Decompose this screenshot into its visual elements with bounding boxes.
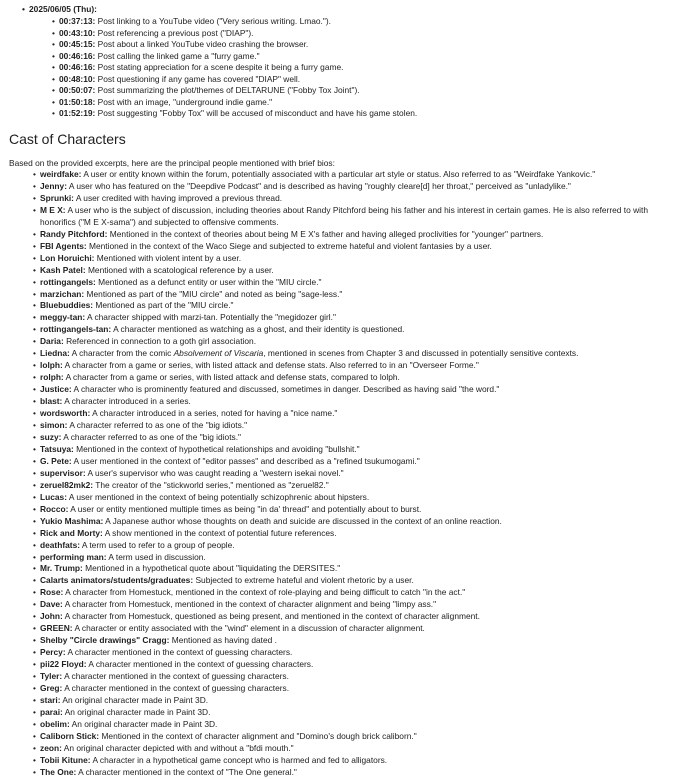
timeline-time: 01:50:18 — [59, 96, 93, 107]
cast-name: Rick and Morty: — [40, 527, 103, 538]
cast-item — [33, 552, 648, 564]
bullet-icon: • — [33, 192, 36, 203]
bullet-icon: • — [33, 372, 36, 383]
cast-item — [33, 504, 648, 516]
bullet-icon: • — [33, 240, 36, 251]
bullet-icon: • — [33, 384, 36, 395]
bullet-icon: • — [33, 718, 36, 729]
cast-item — [33, 492, 648, 504]
cast-item — [33, 707, 648, 719]
cast-item — [33, 599, 648, 611]
bullet-icon: • — [33, 467, 36, 478]
cast-desc: A term used to refer to a group of people. — [81, 539, 235, 550]
cast-desc: A character referred to as one of the "big idiots." — [69, 420, 248, 431]
timeline-entry — [52, 97, 417, 109]
cast-desc: An original character depicted with and without a "bfdi mouth." — [63, 742, 294, 753]
timeline-separator: : — [92, 16, 98, 26]
timeline-entry — [52, 39, 417, 51]
cast-name: deathfats: — [40, 539, 81, 550]
bullet-icon: • — [52, 62, 55, 73]
timeline-text: Post calling the linked game a "furry game." — [97, 50, 260, 61]
cast-item — [33, 336, 648, 348]
cast-name: Lon Horuichi: — [40, 252, 95, 263]
cast-item — [33, 384, 648, 396]
timeline-time: 01:52:19 — [59, 108, 93, 119]
cast-item — [33, 408, 648, 420]
cast-item — [33, 241, 648, 253]
cast-desc: Mentioned in the context of theories about being M E X's father and having alleged proclivities for "younger" partners. — [109, 228, 544, 239]
cast-desc: A character from a game or series, with listed attack and defense stats, compared to lolph. — [65, 372, 400, 383]
cast-name: M E X: — [40, 204, 66, 215]
cast-name: GREEN: — [40, 623, 73, 634]
cast-desc: A character mentioned in the context of "The One general." — [78, 766, 297, 777]
bullet-icon: • — [33, 671, 36, 682]
cast-desc: A character from Homestuck, mentioned in the context of character alignment and being "limpy ass." — [64, 599, 437, 610]
bullet-icon: • — [22, 4, 25, 14]
cast-name: weirdfake: — [40, 169, 82, 179]
cast-desc: Mentioned in the context of hypothetical relationships and avoiding "bullshit." — [76, 443, 360, 454]
cast-item — [33, 767, 648, 779]
cast-name: obelim: — [40, 718, 70, 729]
timeline-entry — [52, 108, 417, 120]
cast-desc: Subjected to extreme hateful and violent rhetoric by a user. — [195, 575, 414, 586]
timeline-entry — [52, 28, 417, 40]
bullet-icon: • — [33, 348, 36, 359]
cast-desc: Mentioned with a scatological reference by a user. — [87, 264, 274, 275]
cast-item — [33, 420, 648, 432]
cast-desc: Mentioned in a hypothetical quote about "liquidating the DERSITES." — [85, 563, 341, 574]
cast-desc: Mentioned as having dated . — [171, 635, 277, 646]
cast-name: Justice: — [40, 384, 72, 395]
bullet-icon: • — [33, 312, 36, 323]
cast-item — [33, 468, 648, 480]
cast-desc: Mentioned with violent intent by a user. — [96, 252, 242, 263]
cast-name: meggy-tan: — [40, 312, 86, 323]
cast-name: zeruel82mk2: — [40, 479, 94, 490]
cast-name: simon: — [40, 420, 68, 431]
section-heading: Cast of Characters — [9, 131, 126, 147]
cast-desc: A character from Homestuck, questioned as being present, and mentioned in the context of character alignment. — [64, 611, 480, 622]
cast-name: Daria: — [40, 336, 64, 347]
cast-desc: A user who has featured on the "Deepdive Podcast" and is described as having "roughly cleare[d] her throat," perceived as "unladylike." — [68, 180, 571, 191]
cast-item — [33, 587, 648, 599]
cast-desc: A character or entity associated with the "wind" element in a discussion of character alignment. — [74, 623, 425, 634]
cast-name: marzichan: — [40, 288, 85, 299]
cast-name: Calarts animators/students/graduates: — [40, 575, 194, 586]
cast-name: Liedna: — [40, 348, 70, 359]
cast-desc: A character from the comic — [71, 348, 174, 359]
cast-name: Tatsuya: — [40, 443, 74, 454]
timeline-text: Post suggesting "Fobby Tox" will be accused of misconduct and have his game stolen. — [97, 108, 418, 119]
bullet-icon: • — [33, 706, 36, 717]
cast-name: Mr. Trump: — [40, 563, 83, 574]
cast-desc: An original character made in Paint 3D. — [64, 706, 211, 717]
bullet-icon: • — [33, 491, 36, 502]
timeline-text: Post summarizing the plot/themes of DELTARUNE ("Fobby Tox Joint"). — [97, 85, 360, 96]
cast-desc: Mentioned in the context of the Waco Siege and subjected to extreme hateful and violent fantasies by a user. — [89, 240, 492, 251]
cast-name: Jenny: — [40, 180, 67, 191]
cast-name: Tyler: — [40, 671, 63, 682]
bullet-icon: • — [33, 575, 36, 586]
bullet-icon: • — [33, 420, 36, 431]
bullet-icon: • — [52, 27, 55, 38]
cast-name: Kash Patel: — [40, 264, 86, 275]
cast-desc: A character introduced in a series. — [64, 396, 191, 407]
cast-desc: A character shipped with marzi-tan. Potentially the "megidozer girl." — [87, 312, 336, 323]
cast-desc: A user mentioned in the context of being potentially schizophrenic about hipsters. — [68, 491, 370, 502]
bullet-icon: • — [33, 635, 36, 646]
bullet-icon: • — [52, 73, 55, 84]
cast-item — [33, 300, 648, 312]
bullet-icon: • — [33, 694, 36, 705]
cast-item — [33, 169, 648, 181]
timeline-time: 00:50:07 — [59, 85, 93, 96]
cast-item — [33, 659, 648, 671]
timeline-time: 00:37:13 — [59, 16, 93, 26]
bullet-icon: • — [33, 623, 36, 634]
cast-desc: A character from a game or series, with listed attack and defense stats. Also referred to in an "Overseer Forme." — [64, 360, 479, 371]
timeline-entry — [52, 74, 417, 86]
bullet-icon: • — [33, 336, 36, 347]
cast-item — [33, 456, 648, 468]
bullet-icon: • — [33, 443, 36, 454]
cast-name: Dave: — [40, 599, 63, 610]
cast-item — [33, 229, 648, 241]
timeline-text: Post referencing a previous post ("DIAP"). — [97, 27, 254, 38]
cast-name: pii22 Floyd: — [40, 659, 87, 670]
cast-desc: Mentioned as part of the "MIU circle" and noted as being "sage-less." — [86, 288, 343, 299]
bullet-icon: • — [52, 108, 55, 119]
timeline-separator: : — [92, 73, 98, 84]
timeline-separator: : — [92, 39, 98, 50]
cast-name: Percy: — [40, 647, 66, 658]
cast-item — [33, 444, 648, 456]
bullet-icon: • — [33, 647, 36, 658]
bullet-icon: • — [33, 730, 36, 741]
cast-name: wordsworth: — [40, 408, 91, 419]
bullet-icon: • — [33, 515, 36, 526]
cast-list — [33, 169, 648, 779]
bullet-icon: • — [33, 276, 36, 287]
cast-item — [33, 432, 648, 444]
timeline-text: Post with an image, "underground indie game." — [97, 96, 273, 107]
cast-name: FBI Agents: — [40, 240, 87, 251]
bullet-icon: • — [33, 180, 36, 191]
cast-desc: A user's supervisor who was caught reading a "western isekai novel." — [87, 467, 344, 478]
timeline-entry — [52, 16, 417, 28]
cast-name: G. Pete: — [40, 455, 72, 466]
cast-name: Caliborn Stick: — [40, 730, 100, 741]
cast-intro: Based on the provided excerpts, here are the principal people mentioned with brief bios: — [9, 158, 335, 168]
timeline-time: 00:46:16 — [59, 62, 93, 73]
cast-desc: A character in a hypothetical game concept who is harmed and fed to alligators. — [92, 754, 388, 765]
cast-item — [33, 516, 648, 528]
timeline-entry — [52, 85, 417, 97]
cast-desc: A user or entity known within the forum, potentially associated with a particular art style or status. Also referred to as "Weirdfake Yankovic." — [83, 169, 596, 179]
bullet-icon: • — [33, 455, 36, 466]
bullet-icon: • — [33, 539, 36, 550]
bullet-icon: • — [33, 682, 36, 693]
cast-name: rottingangels-tan: — [40, 324, 112, 335]
cast-name: Shelby "Circle drawings" Cragg: — [40, 635, 170, 646]
bullet-icon: • — [33, 479, 36, 490]
bullet-icon: • — [33, 766, 36, 777]
bullet-icon: • — [33, 360, 36, 371]
cast-item — [33, 360, 648, 372]
cast-name: supervisor: — [40, 467, 86, 478]
cast-desc: A character mentioned in the context of guessing characters. — [67, 647, 293, 658]
cast-item — [33, 563, 648, 575]
timeline-separator: : — [92, 85, 98, 96]
cast-item — [33, 253, 648, 265]
bullet-icon: • — [33, 324, 36, 335]
cast-desc: The creator of the "stickworld series," mentioned as "zeruel82." — [95, 479, 329, 490]
cast-item — [33, 671, 648, 683]
cast-desc-rest: , mentioned in scenes from Chapter 3 and discussed in potentially sensitive contexts. — [263, 348, 579, 359]
cast-desc: A character mentioned as watching as a ghost, and their identity is questioned. — [113, 324, 405, 335]
cast-name: performing man: — [40, 551, 107, 562]
cast-item — [33, 193, 648, 205]
bullet-icon: • — [52, 96, 55, 107]
bullet-icon: • — [33, 754, 36, 765]
cast-desc: A Japanese author whose thoughts on death and suicide are discussed in the context of an online reaction. — [105, 515, 502, 526]
timeline-separator: : — [92, 50, 98, 61]
cast-name: Rose: — [40, 587, 64, 598]
cast-name: blast: — [40, 396, 63, 407]
bullet-icon: • — [33, 408, 36, 419]
bullet-icon: • — [33, 742, 36, 753]
cast-item — [33, 372, 648, 384]
cast-item — [33, 205, 648, 229]
cast-desc-continued: honorifics ("M E X-sama") and subjected to offensive comments. — [40, 216, 279, 227]
cast-name: lolph: — [40, 360, 63, 371]
cast-desc: A term used in discussion. — [108, 551, 206, 562]
cast-item — [33, 611, 648, 623]
cast-name: Lucas: — [40, 491, 67, 502]
cast-item — [33, 324, 648, 336]
timeline-text: Post about a linked YouTube video crashing the browser. — [97, 39, 309, 50]
cast-item — [33, 480, 648, 492]
timeline-text: Post linking to a YouTube video ("Very serious writing. Lmao."). — [97, 16, 331, 26]
cast-name: suzy: — [40, 431, 62, 442]
cast-desc: Mentioned as part of the "MIU circle." — [95, 300, 234, 311]
cast-item — [33, 540, 648, 552]
timeline-separator: : — [92, 62, 98, 73]
timeline-time: 00:45:15 — [59, 39, 93, 50]
bullet-icon: • — [52, 85, 55, 96]
cast-desc: A show mentioned in the context of potential future references. — [104, 527, 337, 538]
cast-desc: A character mentioned in the context of guessing characters. — [64, 671, 289, 682]
cast-desc: Referenced in connection to a goth girl association. — [66, 336, 257, 347]
timeline-separator: : — [92, 108, 98, 119]
bullet-icon: • — [52, 16, 55, 26]
bullet-icon: • — [33, 300, 36, 311]
cast-desc: Mentioned as a defunct entity or user within the "MIU circle." — [98, 276, 322, 287]
bullet-icon: • — [33, 611, 36, 622]
cast-name: Randy Pitchford: — [40, 228, 108, 239]
timeline-time: 00:43:10 — [59, 27, 93, 38]
cast-item — [33, 755, 648, 767]
bullet-icon: • — [33, 264, 36, 275]
bullet-icon: • — [33, 599, 36, 610]
bullet-icon: • — [33, 527, 36, 538]
timeline-text: Post questioning if any game has covered "DIAP" well. — [97, 73, 301, 84]
cast-desc: An original character made in Paint 3D. — [71, 718, 218, 729]
timeline-entry — [52, 62, 417, 74]
cast-item — [33, 265, 648, 277]
cast-item — [33, 575, 648, 587]
cast-name: John: — [40, 611, 63, 622]
cast-item — [33, 731, 648, 743]
cast-name: parai: — [40, 706, 63, 717]
timeline-list — [52, 16, 417, 120]
cast-desc: A user who is the subject of discussion, including theories about Randy Pitchford being his father and his interest in certain games. He is also referred to with — [67, 204, 648, 215]
timeline-entry — [52, 51, 417, 63]
cast-name: zeon: — [40, 742, 62, 753]
timeline-separator: : — [92, 96, 98, 107]
cast-item — [33, 289, 648, 301]
cast-desc: A character who is prominently featured and discussed, sometimes in danger. Described as having said "the word." — [73, 384, 500, 395]
cast-item — [33, 623, 648, 635]
cast-desc: A character introduced in a series, noted for having a "nice name." — [92, 408, 338, 419]
cast-desc: A character mentioned in the context of guessing characters. — [88, 659, 314, 670]
cast-item — [33, 647, 648, 659]
cast-desc: A character from Homestuck, mentioned in the context of role-playing and being difficult to catch "in the act." — [65, 587, 466, 598]
cast-name: rolph: — [40, 372, 64, 383]
cast-name: Yukio Mashima: — [40, 515, 104, 526]
timeline-time: 00:48:10 — [59, 73, 93, 84]
bullet-icon: • — [52, 50, 55, 61]
timeline-date: • 2025/06/05 (Thu): — [22, 4, 97, 14]
bullet-icon: • — [33, 228, 36, 239]
bullet-icon: • — [33, 551, 36, 562]
cast-desc: A user credited with having improved a previous thread. — [75, 192, 283, 203]
timeline-separator: : — [92, 27, 98, 38]
bullet-icon: • — [33, 396, 36, 407]
cast-item — [33, 695, 648, 707]
cast-item — [33, 181, 648, 193]
cast-item — [33, 528, 648, 540]
cast-item — [33, 396, 648, 408]
cast-desc: Mentioned in the context of character alignment and "Domino's dough brick caliborn." — [101, 730, 417, 741]
cast-name: Rocco: — [40, 503, 69, 514]
cast-desc: A user or entity mentioned multiple times as being "in da' thread" and potentially about to burst. — [70, 503, 422, 514]
cast-item — [33, 348, 648, 360]
bullet-icon: • — [33, 431, 36, 442]
bullet-icon: • — [33, 204, 36, 215]
bullet-icon: • — [33, 587, 36, 598]
cast-name: Greg: — [40, 682, 63, 693]
cast-desc: A user mentioned in the context of "editor passes" and described as a "refined tsukumogami." — [73, 455, 420, 466]
cast-desc: An original character made in Paint 3D. — [62, 694, 209, 705]
cast-item — [33, 277, 648, 289]
cast-desc: A character referred to as one of the "big idiots." — [63, 431, 242, 442]
bullet-icon: • — [33, 169, 36, 179]
bullet-icon: • — [33, 503, 36, 514]
bullet-icon: • — [33, 563, 36, 574]
cast-name: The One: — [40, 766, 77, 777]
cast-name: Sprunki: — [40, 192, 74, 203]
bullet-icon: • — [33, 288, 36, 299]
timeline-time: 00:46:16 — [59, 50, 93, 61]
cast-item — [33, 743, 648, 755]
cast-item — [33, 312, 648, 324]
cast-desc-title: Absolvement of Viscaria — [173, 348, 264, 359]
bullet-icon: • — [33, 659, 36, 670]
bullet-icon: • — [52, 39, 55, 50]
cast-name: rottingangels: — [40, 276, 96, 287]
cast-desc: A character mentioned in the context of guessing characters. — [64, 682, 290, 693]
cast-name: Bluebuddies: — [40, 300, 94, 311]
cast-item — [33, 683, 648, 695]
cast-item — [33, 635, 648, 647]
timeline-text: Post stating appreciation for a scene despite it being a furry game. — [97, 62, 344, 73]
cast-name: stari: — [40, 694, 61, 705]
cast-item — [33, 719, 648, 731]
bullet-icon: • — [33, 252, 36, 263]
cast-name: Tobii Kitune: — [40, 754, 91, 765]
